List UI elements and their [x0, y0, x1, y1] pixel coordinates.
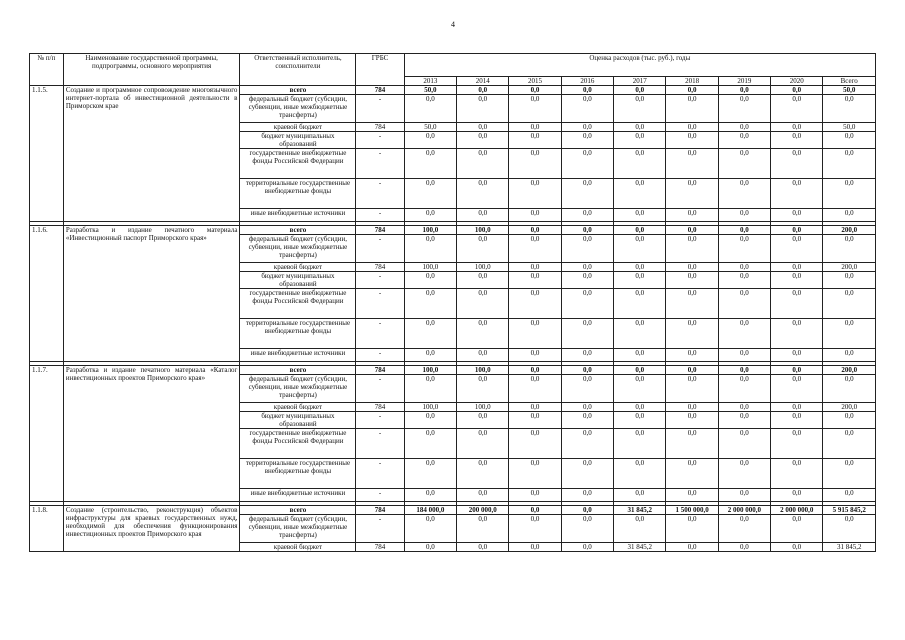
year-value: 100,0: [404, 226, 456, 235]
year-value: 0,0: [666, 289, 718, 319]
grbs-code: -: [356, 349, 404, 362]
header-executor: Ответственный исполнитель, соисполнители: [240, 54, 356, 86]
year-value: 31 845,2: [614, 543, 666, 552]
year-value: 0,0: [666, 86, 718, 95]
year-value: 0,0: [614, 319, 666, 349]
year-value: 0,0: [718, 412, 770, 429]
year-value: 0,0: [718, 543, 770, 552]
header-estimate: Оценка расходов (тыс. руб.), годы: [404, 54, 875, 77]
total-value: 0,0: [823, 459, 876, 489]
year-value: 0,0: [771, 366, 823, 375]
year-value: 0,0: [561, 375, 613, 403]
year-value: 0,0: [771, 179, 823, 209]
year-value: 0,0: [457, 86, 509, 95]
table-row: [30, 226, 876, 235]
year-value: 0,0: [509, 123, 561, 132]
total-value: 0,0: [823, 412, 876, 429]
year-value: 0,0: [771, 289, 823, 319]
grbs-code: -: [356, 289, 404, 319]
year-value: 0,0: [457, 429, 509, 459]
year-value: 0,0: [614, 459, 666, 489]
header-year: 2015: [509, 77, 561, 86]
grbs-code: 784: [356, 506, 404, 515]
total-value: 31 845,2: [823, 543, 876, 552]
item-number: 1.1.7.: [30, 366, 64, 502]
year-value: 0,0: [509, 319, 561, 349]
year-value: 0,0: [561, 179, 613, 209]
year-value: 0,0: [509, 412, 561, 429]
page-number: 4: [451, 20, 455, 29]
year-value: 0,0: [404, 375, 456, 403]
year-value: 0,0: [509, 403, 561, 412]
year-value: 0,0: [404, 412, 456, 429]
year-value: 0,0: [718, 235, 770, 263]
year-value: 0,0: [771, 515, 823, 543]
year-value: 0,0: [771, 226, 823, 235]
year-value: 0,0: [614, 123, 666, 132]
year-value: 0,0: [561, 226, 613, 235]
grbs-code: -: [356, 209, 404, 222]
year-value: 0,0: [457, 289, 509, 319]
measure-name: Разработка и издание печатного материала «Каталог инвестиционных проектов Приморского края»: [63, 366, 240, 502]
year-value: 0,0: [718, 149, 770, 179]
year-value: 100,0: [457, 366, 509, 375]
year-value: 0,0: [666, 272, 718, 289]
year-value: 0,0: [509, 506, 561, 515]
year-value: 0,0: [666, 263, 718, 272]
year-value: 0,0: [404, 209, 456, 222]
funding-source: всего: [240, 506, 356, 515]
year-value: 0,0: [561, 506, 613, 515]
grbs-code: -: [356, 179, 404, 209]
year-value: 0,0: [771, 86, 823, 95]
year-value: 0,0: [666, 412, 718, 429]
year-value: 0,0: [404, 543, 456, 552]
funding-source: всего: [240, 366, 356, 375]
year-value: 0,0: [561, 515, 613, 543]
year-value: 2 000 000,0: [718, 506, 770, 515]
year-value: 0,0: [666, 95, 718, 123]
grbs-code: -: [356, 412, 404, 429]
total-value: 0,0: [823, 319, 876, 349]
year-value: 0,0: [509, 226, 561, 235]
year-value: 0,0: [614, 429, 666, 459]
funding-source: краевой бюджет: [240, 263, 356, 272]
year-value: 0,0: [666, 149, 718, 179]
grbs-code: -: [356, 515, 404, 543]
year-value: 0,0: [561, 459, 613, 489]
year-value: 0,0: [457, 349, 509, 362]
year-value: 0,0: [561, 289, 613, 319]
year-value: 0,0: [509, 209, 561, 222]
year-value: 31 845,2: [614, 506, 666, 515]
year-value: 0,0: [666, 459, 718, 489]
year-value: 0,0: [771, 412, 823, 429]
year-value: 0,0: [509, 489, 561, 502]
year-value: 0,0: [718, 289, 770, 319]
total-value: 0,0: [823, 209, 876, 222]
table-row: [30, 366, 876, 375]
total-value: 0,0: [823, 149, 876, 179]
year-value: 0,0: [404, 289, 456, 319]
total-value: 200,0: [823, 226, 876, 235]
year-value: 0,0: [666, 403, 718, 412]
year-value: 0,0: [771, 375, 823, 403]
year-value: 0,0: [718, 489, 770, 502]
year-value: 0,0: [771, 235, 823, 263]
total-value: 50,0: [823, 86, 876, 95]
grbs-code: 784: [356, 366, 404, 375]
year-value: 0,0: [509, 235, 561, 263]
grbs-code: -: [356, 95, 404, 123]
header-grbs: ГРБС: [356, 54, 404, 86]
table-row: [30, 506, 876, 515]
year-value: 0,0: [509, 149, 561, 179]
year-value: 0,0: [561, 366, 613, 375]
year-value: 0,0: [718, 459, 770, 489]
year-value: 0,0: [561, 319, 613, 349]
total-value: 0,0: [823, 289, 876, 319]
year-value: 0,0: [614, 86, 666, 95]
header-year: 2018: [666, 77, 718, 86]
year-value: 0,0: [457, 489, 509, 502]
year-value: 0,0: [614, 412, 666, 429]
year-value: 1 500 000,0: [666, 506, 718, 515]
year-value: 0,0: [457, 515, 509, 543]
year-value: 0,0: [509, 543, 561, 552]
year-value: 0,0: [718, 366, 770, 375]
grbs-code: 784: [356, 403, 404, 412]
year-value: 0,0: [509, 429, 561, 459]
year-value: 0,0: [666, 375, 718, 403]
year-value: 100,0: [457, 226, 509, 235]
year-value: 100,0: [404, 263, 456, 272]
year-value: 0,0: [561, 235, 613, 263]
year-value: 0,0: [404, 95, 456, 123]
year-value: 100,0: [457, 263, 509, 272]
year-value: 0,0: [457, 149, 509, 179]
funding-source: всего: [240, 86, 356, 95]
funding-source: федеральный бюджет (субсидии, субвенции, иные межбюджетные трансферты): [240, 235, 356, 263]
grbs-code: -: [356, 319, 404, 349]
year-value: 0,0: [509, 366, 561, 375]
total-value: 0,0: [823, 489, 876, 502]
grbs-code: 784: [356, 263, 404, 272]
year-value: 0,0: [718, 179, 770, 209]
header-year: 2013: [404, 77, 456, 86]
funding-source: краевой бюджет: [240, 543, 356, 552]
year-value: 0,0: [771, 349, 823, 362]
year-value: 0,0: [666, 209, 718, 222]
year-value: 0,0: [771, 429, 823, 459]
year-value: 0,0: [561, 349, 613, 362]
funding-source: государственные внебюджетные фонды Российской Федерации: [240, 149, 356, 179]
year-value: 0,0: [614, 403, 666, 412]
year-value: 0,0: [666, 515, 718, 543]
year-value: 0,0: [404, 179, 456, 209]
year-value: 0,0: [718, 263, 770, 272]
funding-source: государственные внебюджетные фонды Российской Федерации: [240, 289, 356, 319]
funding-source: всего: [240, 226, 356, 235]
total-value: 0,0: [823, 179, 876, 209]
year-value: 0,0: [561, 489, 613, 502]
header-year: 2016: [561, 77, 613, 86]
funding-source: государственные внебюджетные фонды Российской Федерации: [240, 429, 356, 459]
funding-source: краевой бюджет: [240, 403, 356, 412]
year-value: 0,0: [718, 95, 770, 123]
funding-source: бюджет муниципальных образований: [240, 272, 356, 289]
year-value: 0,0: [509, 375, 561, 403]
year-value: 0,0: [561, 412, 613, 429]
grbs-code: -: [356, 235, 404, 263]
total-value: 0,0: [823, 515, 876, 543]
year-value: 0,0: [404, 319, 456, 349]
grbs-code: -: [356, 375, 404, 403]
year-value: 0,0: [457, 543, 509, 552]
grbs-code: -: [356, 149, 404, 179]
year-value: 0,0: [718, 515, 770, 543]
header-year: 2017: [614, 77, 666, 86]
table-header: [30, 54, 876, 86]
funding-source: иные внебюджетные источники: [240, 349, 356, 362]
year-value: 0,0: [771, 272, 823, 289]
funding-source: федеральный бюджет (субсидии, субвенции, иные межбюджетные трансферты): [240, 515, 356, 543]
item-number: 1.1.5.: [30, 86, 64, 222]
grbs-code: -: [356, 489, 404, 502]
year-value: 0,0: [404, 349, 456, 362]
year-value: 50,0: [404, 86, 456, 95]
year-value: 0,0: [666, 429, 718, 459]
year-value: 0,0: [509, 272, 561, 289]
year-value: 0,0: [509, 86, 561, 95]
year-value: 0,0: [509, 515, 561, 543]
year-value: 0,0: [771, 149, 823, 179]
year-value: 0,0: [614, 149, 666, 179]
year-value: 0,0: [666, 319, 718, 349]
year-value: 0,0: [718, 132, 770, 149]
year-value: 0,0: [771, 403, 823, 412]
year-value: 0,0: [771, 95, 823, 123]
year-value: 0,0: [509, 132, 561, 149]
year-value: 0,0: [561, 543, 613, 552]
year-value: 0,0: [614, 179, 666, 209]
total-value: 0,0: [823, 95, 876, 123]
budget-table: [29, 53, 876, 552]
year-value: 0,0: [718, 209, 770, 222]
year-value: 0,0: [404, 459, 456, 489]
year-value: 50,0: [404, 123, 456, 132]
year-value: 0,0: [771, 319, 823, 349]
year-value: 0,0: [457, 132, 509, 149]
year-value: 0,0: [404, 489, 456, 502]
year-value: 0,0: [666, 132, 718, 149]
year-value: 0,0: [509, 179, 561, 209]
year-value: 100,0: [457, 403, 509, 412]
year-value: 0,0: [666, 226, 718, 235]
year-value: 0,0: [457, 375, 509, 403]
total-value: 0,0: [823, 429, 876, 459]
header-year: 2019: [718, 77, 770, 86]
year-value: 0,0: [666, 179, 718, 209]
year-value: 0,0: [718, 429, 770, 459]
table-body: [30, 86, 876, 552]
year-value: 0,0: [771, 459, 823, 489]
total-value: 200,0: [823, 366, 876, 375]
grbs-code: 784: [356, 543, 404, 552]
year-value: 0,0: [666, 366, 718, 375]
year-value: 0,0: [718, 272, 770, 289]
year-value: 0,0: [404, 272, 456, 289]
year-value: 0,0: [561, 149, 613, 179]
year-value: 0,0: [561, 272, 613, 289]
item-number: 1.1.8.: [30, 506, 64, 552]
year-value: 0,0: [561, 123, 613, 132]
year-value: 0,0: [771, 123, 823, 132]
year-value: 0,0: [666, 489, 718, 502]
funding-source: краевой бюджет: [240, 123, 356, 132]
item-number: 1.1.6.: [30, 226, 64, 362]
grbs-code: 784: [356, 86, 404, 95]
year-value: 0,0: [614, 209, 666, 222]
year-value: 0,0: [457, 235, 509, 263]
funding-source: федеральный бюджет (субсидии, субвенции, иные межбюджетные трансферты): [240, 375, 356, 403]
year-value: 0,0: [561, 263, 613, 272]
year-value: 0,0: [614, 349, 666, 362]
year-value: 0,0: [614, 375, 666, 403]
year-value: 0,0: [718, 226, 770, 235]
year-value: 0,0: [614, 515, 666, 543]
year-value: 0,0: [771, 132, 823, 149]
year-value: 0,0: [614, 235, 666, 263]
year-value: 0,0: [771, 209, 823, 222]
year-value: 0,0: [561, 95, 613, 123]
year-value: 0,0: [666, 235, 718, 263]
grbs-code: 784: [356, 123, 404, 132]
total-value: 5 915 845,2: [823, 506, 876, 515]
year-value: 0,0: [509, 459, 561, 489]
year-value: 100,0: [404, 403, 456, 412]
year-value: 2 000 000,0: [771, 506, 823, 515]
measure-name: Создание и программное сопровождение многоязычного интернет-портала об инвестиционной деятельности в Приморском крае: [63, 86, 240, 222]
total-value: 200,0: [823, 263, 876, 272]
year-value: 0,0: [718, 403, 770, 412]
total-value: 200,0: [823, 403, 876, 412]
year-value: 0,0: [771, 263, 823, 272]
year-value: 0,0: [771, 489, 823, 502]
year-value: 0,0: [614, 95, 666, 123]
year-value: 0,0: [404, 515, 456, 543]
year-value: 0,0: [509, 349, 561, 362]
year-value: 0,0: [718, 349, 770, 362]
header-year: 2020: [771, 77, 823, 86]
funding-source: бюджет муниципальных образований: [240, 412, 356, 429]
funding-source: территориальные государственные внебюджетные фонды: [240, 319, 356, 349]
year-value: 0,0: [404, 132, 456, 149]
year-value: 0,0: [718, 375, 770, 403]
year-value: 0,0: [614, 272, 666, 289]
total-value: 0,0: [823, 235, 876, 263]
total-value: 0,0: [823, 272, 876, 289]
year-value: 0,0: [718, 123, 770, 132]
header-program: Наименование государственной программы, подпрограммы, основного мероприятия: [63, 54, 240, 86]
year-value: 0,0: [614, 132, 666, 149]
year-value: 0,0: [561, 86, 613, 95]
year-value: 0,0: [457, 123, 509, 132]
funding-source: иные внебюджетные источники: [240, 209, 356, 222]
funding-source: иные внебюджетные источники: [240, 489, 356, 502]
year-value: 0,0: [614, 366, 666, 375]
total-value: 0,0: [823, 349, 876, 362]
year-value: 0,0: [666, 349, 718, 362]
total-value: 0,0: [823, 132, 876, 149]
year-value: 0,0: [614, 489, 666, 502]
year-value: 184 000,0: [404, 506, 456, 515]
year-value: 0,0: [457, 412, 509, 429]
grbs-code: -: [356, 429, 404, 459]
funding-source: бюджет муниципальных образований: [240, 132, 356, 149]
table-row: [30, 86, 876, 95]
year-value: 0,0: [561, 132, 613, 149]
year-value: 0,0: [404, 235, 456, 263]
year-value: 0,0: [561, 429, 613, 459]
year-value: 0,0: [457, 179, 509, 209]
year-value: 0,0: [404, 429, 456, 459]
year-value: 0,0: [561, 209, 613, 222]
funding-source: федеральный бюджет (субсидии, субвенции, иные межбюджетные трансферты): [240, 95, 356, 123]
measure-name: Создание (строительство, реконструкция) объектов инфраструктуры для краевых государственных нужд, необходимой для обеспечения функционирования инвестиционных проектов Приморского края: [63, 506, 240, 552]
year-value: 100,0: [404, 366, 456, 375]
year-value: 0,0: [614, 289, 666, 319]
year-value: 0,0: [404, 149, 456, 179]
year-value: 0,0: [509, 289, 561, 319]
header-year: 2014: [457, 77, 509, 86]
year-value: 0,0: [457, 272, 509, 289]
year-value: 0,0: [561, 403, 613, 412]
year-value: 0,0: [457, 459, 509, 489]
grbs-code: -: [356, 272, 404, 289]
year-value: 0,0: [771, 543, 823, 552]
year-value: 0,0: [457, 319, 509, 349]
year-value: 0,0: [614, 226, 666, 235]
measure-name: Разработка и издание печатного материала «Инвестиционный паспорт Приморского края»: [63, 226, 240, 362]
year-value: 0,0: [457, 95, 509, 123]
total-value: 50,0: [823, 123, 876, 132]
funding-source: территориальные государственные внебюджетные фонды: [240, 459, 356, 489]
header-no: № п/п: [30, 54, 64, 86]
grbs-code: 784: [356, 226, 404, 235]
year-value: 0,0: [718, 86, 770, 95]
year-value: 200 000,0: [457, 506, 509, 515]
year-value: 0,0: [509, 263, 561, 272]
year-value: 0,0: [457, 209, 509, 222]
header-year: Всего: [823, 77, 876, 86]
year-value: 0,0: [718, 319, 770, 349]
grbs-code: -: [356, 459, 404, 489]
funding-source: территориальные государственные внебюджетные фонды: [240, 179, 356, 209]
total-value: 0,0: [823, 375, 876, 403]
year-value: 0,0: [666, 123, 718, 132]
grbs-code: -: [356, 132, 404, 149]
year-value: 0,0: [614, 263, 666, 272]
year-value: 0,0: [666, 543, 718, 552]
year-value: 0,0: [509, 95, 561, 123]
